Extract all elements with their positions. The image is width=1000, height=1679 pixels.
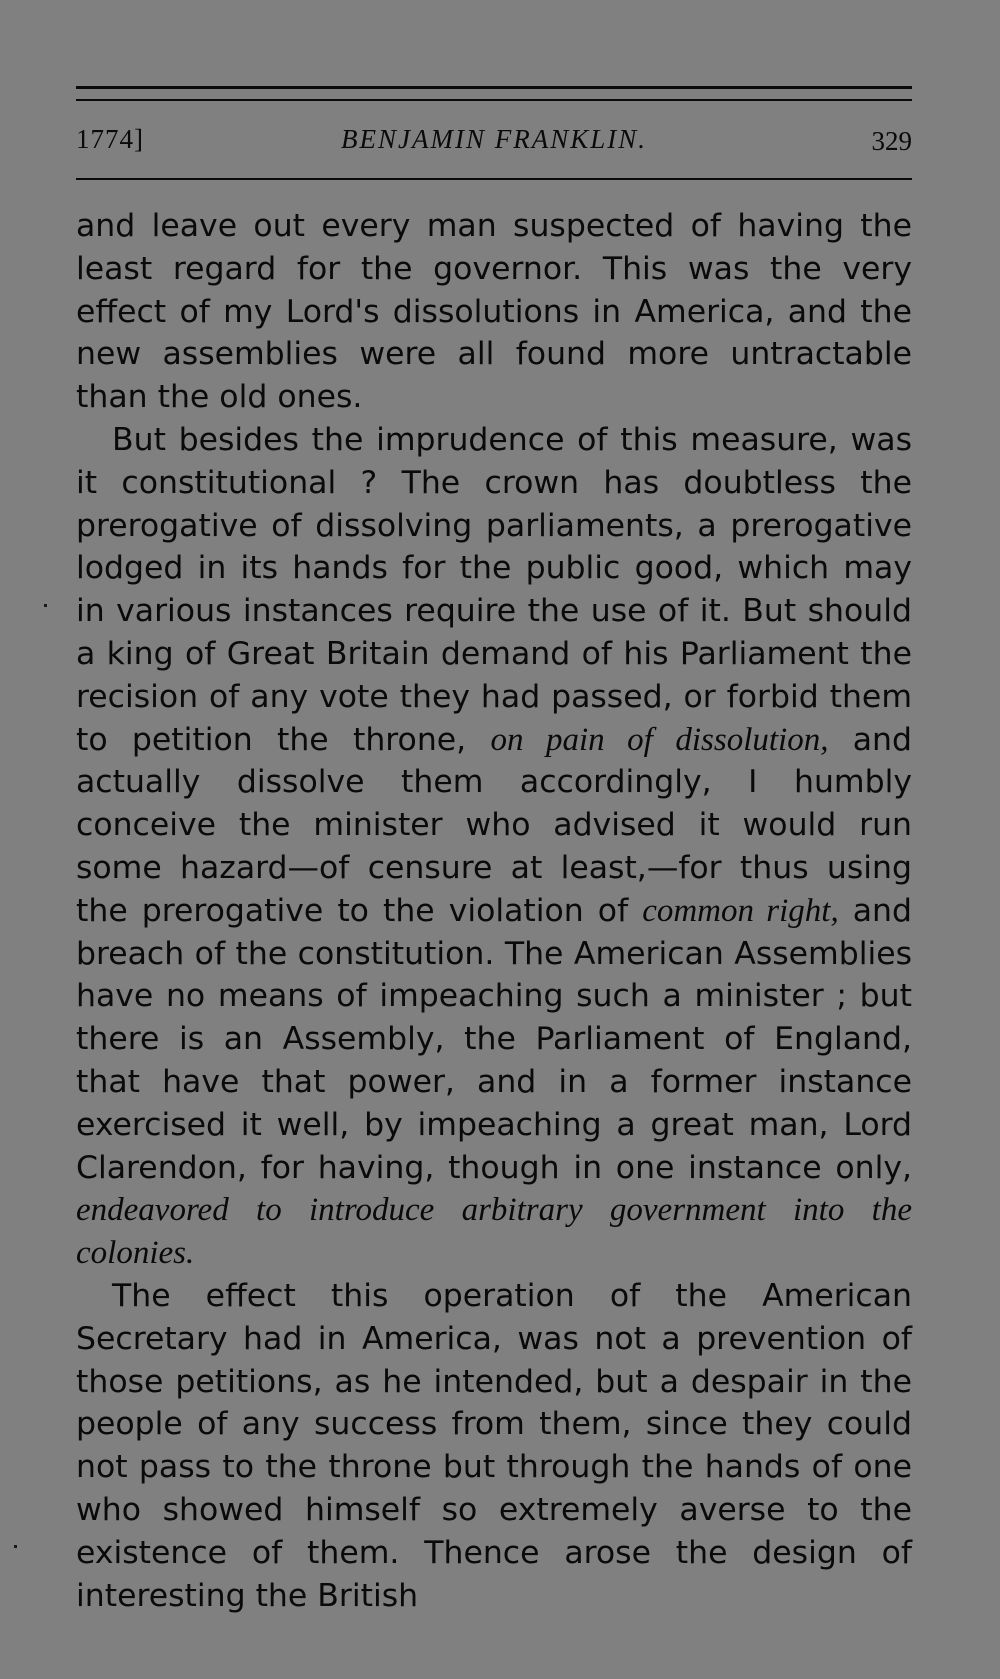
- paragraph: [76, 419, 912, 1275]
- text-run: and leave out every man suspected of having the least regard for the governor. This was the very effect of my Lord's dissolutions in America, and the new assemblies were all found more untractable than the old ones.: [76, 208, 912, 416]
- print-speck: [14, 1545, 17, 1548]
- paragraph: [76, 1275, 912, 1617]
- italic-text-run: common right,: [642, 892, 839, 929]
- running-head: [76, 120, 912, 164]
- page-number: 329: [871, 126, 912, 156]
- running-head-title: BENJAMIN FRANKLIN.: [341, 124, 647, 154]
- text-run: and breach of the constitution. The American Assemblies have no means of impeaching such a minister ; but there is an Assembly, the Parliament of England, that have that power, and in a former instance exercised it well, by impeaching a great man, Lord Clarendon, for having, though in one instance only,: [76, 892, 912, 1186]
- top-double-rule-upper: [76, 86, 912, 89]
- text-run: The effect this operation of the American Secretary had in America, was not a prevention of those petitions, as he intended, but a despair in the people of any success from them, since they could not pass to the throne but through the hands of one who showed himself so extremely averse to the existence of them. Thence arose the design of interesting the British: [76, 1277, 912, 1614]
- paragraph: [76, 205, 912, 419]
- top-double-rule-lower: [76, 99, 912, 101]
- italic-text-run: on pain of dissolution,: [490, 721, 829, 758]
- body-text: [76, 205, 912, 1617]
- text-run: But besides the imprudence of this measure, was it constitutional ? The crown has doubtless the prerogative of dissolving parliaments, a prerogative lodged in its hands for the public good, which may in various instances require the use of it. But should a king of Great Britain demand of his Parliament the recision of any vote they had passed, or forbid them to petition the throne,: [76, 421, 912, 758]
- text-run: and actually dissolve them accordingly, I humbly conceive the minister who advised it would run some hazard—of censure at least,—for thus using the prerogative to the violation of: [76, 721, 912, 929]
- italic-text-run: endeavored to introduce arbitrary government into the colonies.: [76, 1192, 912, 1272]
- header-rule: [76, 178, 912, 180]
- running-head-year: 1774]: [76, 124, 144, 154]
- print-speck: [44, 604, 47, 607]
